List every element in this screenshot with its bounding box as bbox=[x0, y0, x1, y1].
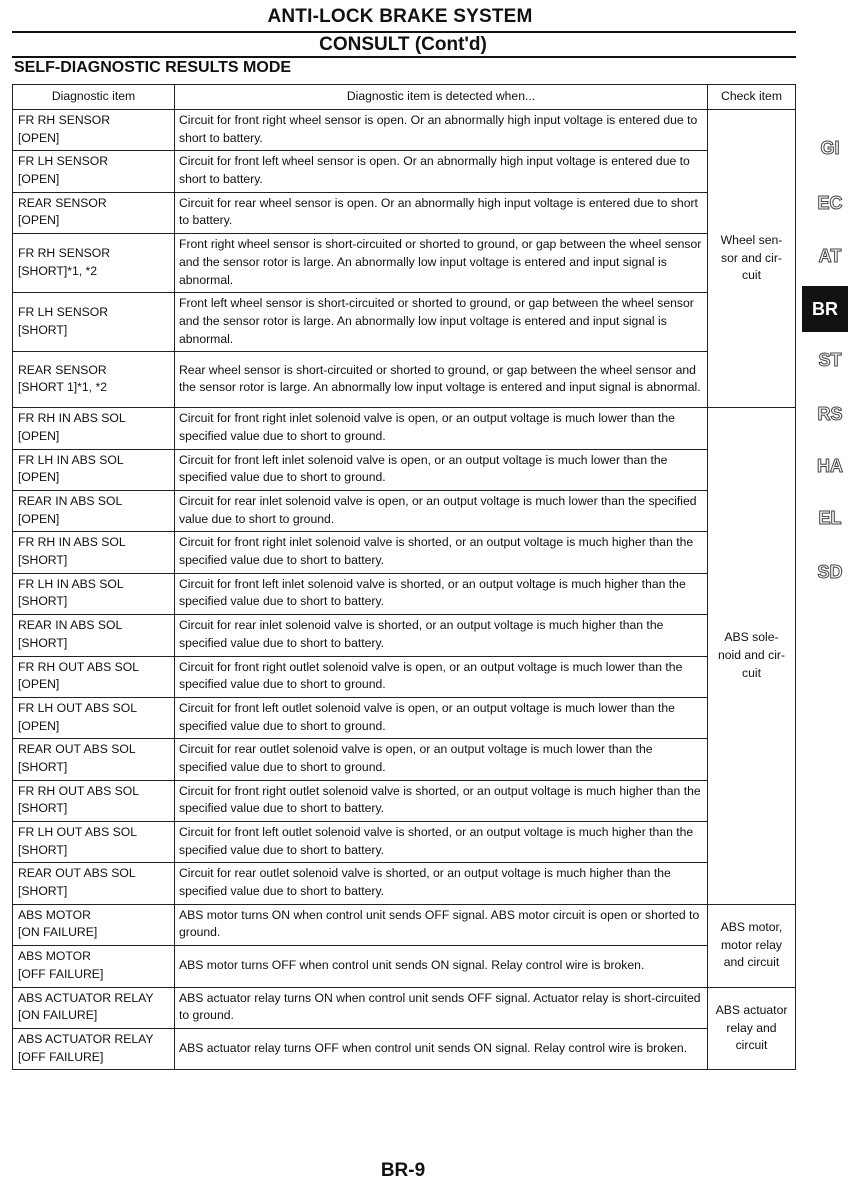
detection-condition: Circuit for rear outlet solenoid valve is shorted, or an output voltage is much higher than the specified value due to short to battery. bbox=[175, 863, 708, 904]
detection-condition: Rear wheel sensor is short-circuited or shorted to ground, or gap between the wheel sensor and the sensor rotor is large. An abnormally low input voltage is entered and input signal is abnormal. bbox=[175, 352, 708, 408]
check-item-cell bbox=[708, 408, 796, 905]
index-tab-ec[interactable]: EC bbox=[817, 193, 843, 213]
diagnostic-item-cell bbox=[13, 987, 175, 1028]
detection-condition: ABS actuator relay turns OFF when control unit sends ON signal. Relay control wire is broken. bbox=[175, 1028, 708, 1069]
diagnostic-item-cell bbox=[13, 491, 175, 532]
detection-condition: Circuit for rear inlet solenoid valve is open, or an output voltage is much lower than the specified value due to short to ground. bbox=[175, 491, 708, 532]
diagnostic-item-cell bbox=[13, 615, 175, 656]
table-row bbox=[13, 780, 796, 821]
item-name: FR LH IN ABS SOL bbox=[18, 576, 124, 591]
item-condition: [SHORT] bbox=[18, 842, 68, 857]
detection-condition: Circuit for front left inlet solenoid valve is open, or an output voltage is much lower than the specified value due to short to ground. bbox=[175, 449, 708, 490]
index-tab-rs[interactable]: RS bbox=[817, 404, 843, 424]
detection-condition: Circuit for front right inlet solenoid valve is shorted, or an output voltage is much higher than the specified value due to short to battery. bbox=[175, 532, 708, 573]
item-condition: [SHORT 1]*1, *2 bbox=[18, 380, 107, 395]
diagnostic-item-cell bbox=[13, 780, 175, 821]
table-row bbox=[13, 987, 796, 1028]
index-tab-ha[interactable]: HA bbox=[817, 456, 843, 476]
item-name: REAR OUT ABS SOL bbox=[18, 742, 136, 757]
detection-condition: Front left wheel sensor is short-circuited or shorted to ground, or gap between the wheel sensor and the sensor rotor is large. An abnormally low input voltage is entered and input signal is abnormal. bbox=[175, 293, 708, 352]
detection-condition: Circuit for front left wheel sensor is open. Or an abnormally high input voltage is entered due to short to battery. bbox=[175, 151, 708, 192]
table-row bbox=[13, 234, 796, 293]
item-name: ABS ACTUATOR RELAY bbox=[18, 990, 154, 1005]
item-condition: [SHORT] bbox=[18, 322, 68, 337]
item-name: ABS ACTUATOR RELAY bbox=[18, 1031, 154, 1046]
item-condition: [OPEN] bbox=[18, 718, 60, 733]
diagnostic-item-cell bbox=[13, 822, 175, 863]
check-item-line: circuit bbox=[735, 1038, 768, 1053]
index-tab-at[interactable]: AT bbox=[818, 246, 842, 266]
item-condition: [OFF FAILURE] bbox=[18, 966, 104, 981]
item-name: FR LH IN ABS SOL bbox=[18, 452, 124, 467]
diagnostic-item-cell bbox=[13, 573, 175, 614]
detection-condition: Circuit for rear inlet solenoid valve is shorted, or an output voltage is much higher than the specified value due to short to battery. bbox=[175, 615, 708, 656]
check-item-line: sor and cir- bbox=[721, 250, 782, 265]
item-condition: [OPEN] bbox=[18, 511, 60, 526]
detection-condition: Circuit for front right inlet solenoid valve is open, or an output voltage is much lower than the specified value due to short to ground. bbox=[175, 408, 708, 449]
diagnostic-item-cell bbox=[13, 656, 175, 697]
diagnostic-item-cell bbox=[13, 946, 175, 987]
item-condition: [OPEN] bbox=[18, 213, 60, 228]
check-item-line: Wheel sen- bbox=[720, 233, 783, 248]
check-item-line: ABS sole- bbox=[724, 630, 779, 645]
table-row bbox=[13, 449, 796, 490]
diagnostic-item-cell bbox=[13, 408, 175, 449]
table-row bbox=[13, 697, 796, 738]
table-row bbox=[13, 656, 796, 697]
section-heading: SELF-DIAGNOSTIC RESULTS MODE bbox=[14, 59, 292, 76]
item-name: REAR SENSOR bbox=[18, 195, 107, 210]
check-item-cell bbox=[708, 110, 796, 408]
check-item-line: relay and bbox=[726, 1020, 777, 1035]
item-condition: [SHORT] bbox=[18, 635, 68, 650]
column-header: Check item bbox=[708, 85, 796, 110]
subtitle-rule bbox=[12, 56, 796, 58]
diagnostic-item-cell bbox=[13, 449, 175, 490]
item-condition: [SHORT] bbox=[18, 594, 68, 609]
check-item-line: cuit bbox=[742, 665, 761, 680]
item-name: REAR SENSOR bbox=[18, 362, 107, 377]
item-condition: [SHORT]*1, *2 bbox=[18, 263, 98, 278]
table-row bbox=[13, 110, 796, 151]
detection-condition: Circuit for front left outlet solenoid valve is shorted, or an output voltage is much higher than the specified value due to short to battery. bbox=[175, 822, 708, 863]
table-row bbox=[13, 192, 796, 233]
item-name: FR LH OUT ABS SOL bbox=[18, 825, 137, 839]
table-row bbox=[13, 293, 796, 352]
table-row bbox=[13, 822, 796, 863]
diagnostic-table bbox=[12, 84, 796, 1070]
diagnostic-item-cell bbox=[13, 739, 175, 780]
diagnostic-item-cell bbox=[13, 532, 175, 573]
table-row bbox=[13, 1028, 796, 1069]
page-subtitle: CONSULT (Cont'd) bbox=[319, 34, 487, 55]
table-row bbox=[13, 532, 796, 573]
item-name: REAR IN ABS SOL bbox=[18, 494, 123, 508]
index-tab-gi[interactable]: GI bbox=[820, 138, 840, 158]
title-rule bbox=[12, 31, 796, 33]
diagnostic-item-cell bbox=[13, 352, 175, 408]
item-name: FR LH OUT ABS SOL bbox=[18, 700, 137, 715]
detection-condition: Circuit for front right wheel sensor is open. Or an abnormally high input voltage is entered due to short to battery. bbox=[175, 110, 708, 151]
check-item-line: cuit bbox=[742, 268, 761, 283]
table-row bbox=[13, 615, 796, 656]
detection-condition: Circuit for front left inlet solenoid valve is shorted, or an output voltage is much higher than the specified value due to short to battery. bbox=[175, 573, 708, 614]
table-row bbox=[13, 904, 796, 945]
item-name: FR RH SENSOR bbox=[18, 113, 111, 127]
check-item-cell bbox=[708, 987, 796, 1070]
item-condition: [ON FAILURE] bbox=[18, 925, 98, 940]
table-row bbox=[13, 491, 796, 532]
column-header: Diagnostic item bbox=[13, 85, 175, 110]
index-tab-br-active[interactable]: BR bbox=[802, 286, 848, 332]
detection-condition: Front right wheel sensor is short-circuited or shorted to ground, or gap between the wheel sensor and the sensor rotor is large. An abnormally low input voltage is entered and input signal is abnormal. bbox=[175, 234, 708, 293]
detection-condition: Circuit for rear wheel sensor is open. Or an abnormally high input voltage is entered due to short to battery. bbox=[175, 192, 708, 233]
diagnostic-item-cell bbox=[13, 234, 175, 293]
column-header: Diagnostic item is detected when... bbox=[175, 85, 708, 110]
detection-condition: ABS motor turns OFF when control unit sends ON signal. Relay control wire is broken. bbox=[175, 946, 708, 987]
item-condition: [OPEN] bbox=[18, 677, 60, 692]
diagnostic-item-cell bbox=[13, 151, 175, 192]
table-row bbox=[13, 573, 796, 614]
page-number: BR-9 bbox=[380, 1160, 426, 1181]
diagnostic-item-cell bbox=[13, 697, 175, 738]
table-row bbox=[13, 151, 796, 192]
detection-condition: ABS actuator relay turns ON when control unit sends OFF signal. Actuator relay is short-circuited to ground. bbox=[175, 987, 708, 1028]
item-name: FR RH OUT ABS SOL bbox=[18, 783, 139, 798]
table-row bbox=[13, 408, 796, 449]
item-name: ABS MOTOR bbox=[18, 907, 91, 922]
detection-condition: ABS motor turns ON when control unit sends OFF signal. ABS motor circuit is open or shorted to ground. bbox=[175, 904, 708, 945]
page-title: ANTI-LOCK BRAKE SYSTEM bbox=[267, 6, 533, 27]
index-tab-st[interactable]: ST bbox=[818, 350, 842, 370]
table-row bbox=[13, 946, 796, 987]
item-condition: [SHORT] bbox=[18, 801, 68, 816]
item-condition: [OPEN] bbox=[18, 470, 60, 485]
item-name: FR RH SENSOR bbox=[18, 245, 111, 260]
check-item-line: motor relay bbox=[721, 937, 782, 952]
check-item-cell bbox=[708, 904, 796, 987]
item-condition: [OPEN] bbox=[18, 172, 60, 187]
index-tab-sd[interactable]: SD bbox=[817, 562, 843, 582]
detection-condition: Circuit for front left outlet solenoid valve is open, or an output voltage is much lower than the specified value due to short to ground. bbox=[175, 697, 708, 738]
diagnostic-item-cell bbox=[13, 110, 175, 151]
item-condition: [OPEN] bbox=[18, 428, 60, 443]
item-condition: [SHORT] bbox=[18, 759, 68, 774]
diagnostic-item-cell bbox=[13, 904, 175, 945]
diagnostic-item-cell bbox=[13, 192, 175, 233]
check-item-line: noid and cir- bbox=[717, 648, 786, 663]
item-name: FR RH OUT ABS SOL bbox=[18, 659, 139, 674]
item-name: FR RH IN ABS SOL bbox=[18, 411, 126, 426]
table-row bbox=[13, 352, 796, 408]
check-item-line: ABS motor, bbox=[720, 920, 783, 935]
item-name: ABS MOTOR bbox=[18, 949, 91, 964]
item-condition: [OPEN] bbox=[18, 130, 60, 145]
detection-condition: Circuit for front right outlet solenoid valve is open, or an output voltage is much lower than the specified value due to short to ground. bbox=[175, 656, 708, 697]
detection-condition: Circuit for rear outlet solenoid valve is open, or an output voltage is much lower than the specified value due to short to ground. bbox=[175, 739, 708, 780]
item-condition: [OFF FAILURE] bbox=[18, 1049, 104, 1064]
detection-condition: Circuit for front right outlet solenoid valve is shorted, or an output voltage is much higher than the specified value due to short to battery. bbox=[175, 780, 708, 821]
item-name: FR RH IN ABS SOL bbox=[18, 535, 126, 550]
item-name: FR LH SENSOR bbox=[18, 154, 109, 169]
diagnostic-item-cell bbox=[13, 1028, 175, 1069]
table-row bbox=[13, 863, 796, 904]
table-header-row bbox=[13, 85, 796, 110]
check-item-line: ABS actuator bbox=[715, 1002, 788, 1017]
item-name: REAR OUT ABS SOL bbox=[18, 866, 136, 881]
table-row bbox=[13, 739, 796, 780]
item-condition: [SHORT] bbox=[18, 553, 68, 568]
check-item-line: and circuit bbox=[723, 955, 780, 970]
item-name: REAR IN ABS SOL bbox=[18, 618, 123, 633]
index-tab-el[interactable]: EL bbox=[818, 508, 842, 528]
diagnostic-item-cell bbox=[13, 863, 175, 904]
item-condition: [ON FAILURE] bbox=[18, 1008, 98, 1023]
item-condition: [SHORT] bbox=[18, 884, 68, 899]
item-name: FR LH SENSOR bbox=[18, 305, 109, 320]
diagnostic-item-cell bbox=[13, 293, 175, 352]
